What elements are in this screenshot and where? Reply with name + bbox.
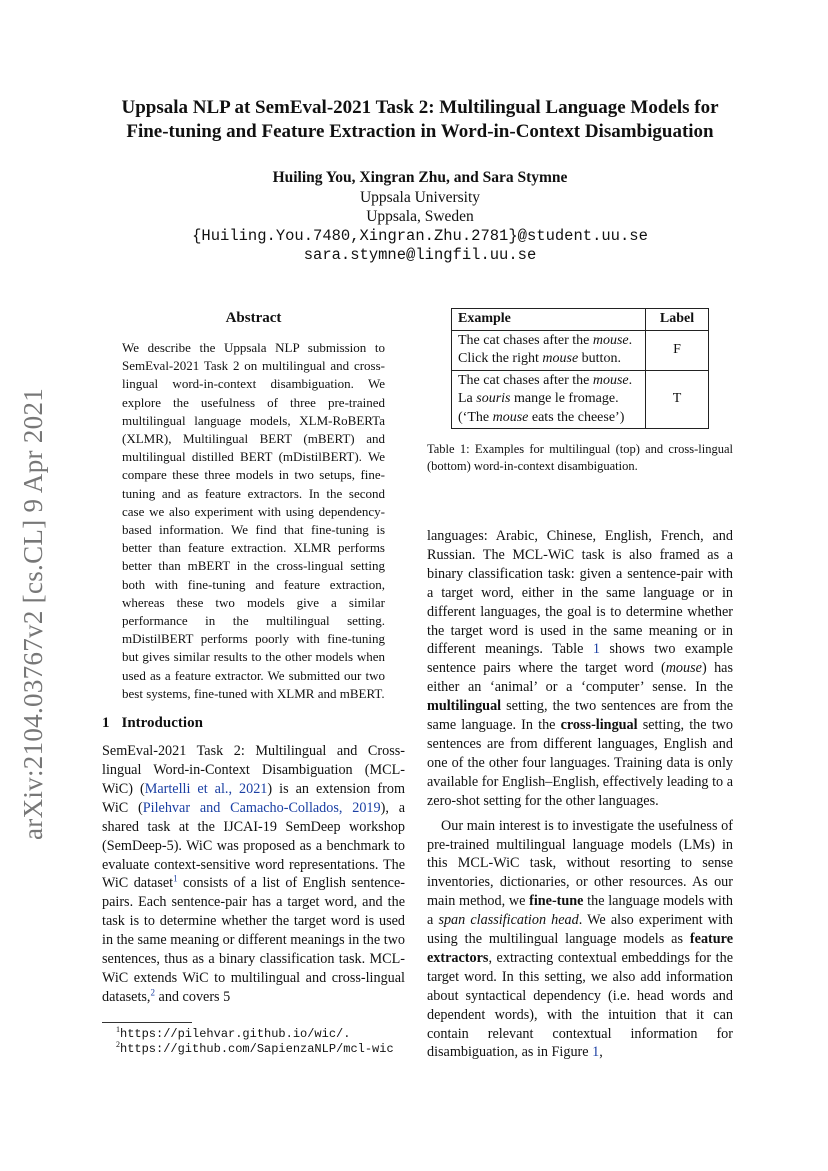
table-row (452, 370, 709, 429)
bold-term: cross-lingual (560, 717, 638, 734)
table-reference[interactable]: 1 (592, 641, 600, 658)
text: Our main interest is to investigate the usefulness of pre-trained multilingual language models (LMs) in this MCL-WiC task, without resorting to sense inventories, dictionaries, or other resources. As our main method, we (427, 817, 733, 910)
target-word: mouse (542, 351, 579, 366)
footnote-2 (88, 1042, 418, 1057)
sentence-text: button. (578, 351, 621, 366)
affiliation: Uppsala University (359, 188, 481, 206)
footnote-2-mark: 2 (116, 1040, 120, 1049)
location: Uppsala, Sweden (366, 208, 474, 225)
intro-text-e: and covers 5 (154, 988, 231, 1005)
author-block (100, 168, 740, 266)
footnote-divider (102, 1022, 192, 1023)
intro-text-c: ), a shared task at the IJCAI-19 SemDeep workshop (SemDeep-5). WiC was proposed as a benchmark to evaluate context-sensitive word representations. The WiC dataset (102, 799, 405, 892)
bold-term: multilingual (427, 698, 502, 715)
abstract-heading: Abstract (225, 310, 282, 326)
bold-term: fine-tune (529, 893, 584, 910)
sentence-text: eats the cheese’) (528, 409, 625, 425)
target-word: souris (476, 391, 511, 406)
right-paragraph-2 (427, 817, 733, 1063)
header-example: Example (452, 309, 646, 331)
email-students: {Huiling.You.7480,Xingran.Zhu.2781}@student.uu.se (192, 226, 648, 245)
title-line-1: Uppsala NLP at SemEval-2021 Task 2: Multilingual Language Models for (121, 97, 719, 118)
text: languages: Arabic, Chinese, English, French, and Russian. The MCL-WiC task is also framed as a binary classification task: given a sentence-pair with a target word, either in the same language or in different languages, the goal is to determine whether the target word is used in the same meaning or in different meanings. Table (427, 528, 733, 658)
intro-text-a: SemEval-2021 Task 2: Multilingual and Cross-lingual Word-in-Context Disambiguation (MCL-WiC) ( (102, 743, 405, 797)
arxiv-identifier: arXiv:2104.03767v2 [cs.CL] 9 Apr 2021 (18, 387, 48, 840)
author-names: Huiling You, Xingran Zhu, and Sara Stymne (272, 169, 568, 186)
table-row (452, 330, 709, 370)
footnote-1 (88, 1027, 418, 1042)
footnote-mark-2[interactable]: 2 (150, 987, 155, 998)
right-column (427, 300, 733, 1062)
text: ) has either an ‘animal’ or a ‘computer’ sense. In the (427, 660, 733, 696)
footnote-1-link[interactable]: https://pilehvar.github.io/wic/. (120, 1027, 351, 1041)
label-cell: F (646, 330, 709, 370)
target-word: mouse (665, 660, 702, 677)
sentence-text: (‘The (458, 409, 493, 425)
intro-text-b: ) is an extension from WiC ( (102, 780, 405, 816)
text: setting, the two sentences are from different languages, English and one of the other four languages. Training data is only available for English–English, effectively leading to a zero-shot setting for the other languages. (427, 717, 733, 809)
right-paragraph-1 (427, 527, 733, 811)
italic-term: span classification head (438, 912, 579, 929)
right-body (427, 527, 733, 1062)
title-line-2: Fine-tuning and Feature Extraction in Word-in-Context Disambiguation (126, 121, 714, 142)
bold-term: feature extractors (427, 931, 733, 966)
text: setting, the two sentences are from the same language. In the (427, 698, 733, 734)
left-column (102, 300, 405, 1007)
footnote-mark-1[interactable]: 1 (173, 873, 178, 884)
text: the language models with a (427, 893, 733, 929)
target-word: mouse (592, 372, 629, 388)
table-header-row (452, 309, 709, 331)
footnote-1-mark: 1 (116, 1025, 120, 1034)
section-title: Introduction (121, 715, 203, 732)
intro-paragraph (102, 742, 405, 1007)
figure-reference[interactable]: 1 (592, 1044, 600, 1061)
sentence-text: The cat chases after the (458, 332, 593, 348)
paper-title (90, 96, 750, 144)
target-word: mouse (592, 332, 629, 348)
email-supervisor: sara.stymne@lingfil.uu.se (303, 246, 537, 264)
text: . We also experiment with using the multilingual language models as (427, 912, 734, 948)
target-word: mouse (492, 409, 529, 425)
sentence-text: La (458, 391, 477, 406)
abstract-text: We describe the Uppsala NLP submission to SemEval-2021 Task 2 on multilingual and cross-lingual word-in-context disambiguation. We explore the usefulness of three pre-trained multilingual language models, XLM-RoBERTa (XLMR), Multilingual BERT (mBERT) and multilingual distilled BERT (mDistilBERT). We compare these three models in two setups, fine-tuning and as feature extractors. In the second case we also experiment with using dependency-based information. We find that fine-tuning is better than feature extraction. XLMR performs better than mBERT in the cross-lingual setting both with fine-tuning and feature extraction, whereas these two models give a similar performance in the multilingual setting. mDistilBERT performs poorly with fine-tuning but gives similar results to the other models when used as a feature extractor. We submitted our two best systems, fine-tuned with XLMR and mBERT. (122, 340, 385, 701)
example-table (451, 308, 709, 429)
text: , (599, 1044, 603, 1061)
header-label: Label (646, 309, 709, 331)
citation-pilehvar[interactable]: Pilehvar and Camacho-Collados, 2019 (142, 799, 381, 816)
section-number: 1 (102, 715, 110, 732)
sentence-text: mange le fromage. (510, 391, 619, 406)
label-cell: T (646, 370, 709, 429)
footnotes (88, 1012, 418, 1057)
intro-text-d: consists of a list of English sentence-pairs. Each sentence-pair has a target word, and the task is to determine whether the target word is used in the same meaning or different meanings in the two sentences, thus as a binary classification task. MCL-WiC extends WiC to multilingual and cross-lingual datasets, (102, 875, 405, 1005)
text: , extracting contextual embeddings for the target word. In this setting, we also add information about syntactical dependency (i.e. head words and dependent words), with the intuition that it can contain relevant contextual information for disambiguation, as in Figure (427, 949, 733, 1061)
section-heading-introduction (102, 715, 405, 732)
table-caption: Table 1: Examples for multilingual (top) and cross-lingual (bottom) word-in-context disambiguation. (427, 442, 733, 473)
sentence-text: Click the right (458, 351, 543, 366)
sentence-text: . (628, 332, 633, 348)
citation-martelli[interactable]: Martelli et al., 2021 (144, 780, 268, 797)
example-cell-multilingual (452, 330, 646, 370)
example-cell-cross-lingual (452, 370, 646, 429)
footnote-2-link[interactable]: https://github.com/SapienzaNLP/mcl-wic (120, 1042, 394, 1056)
sentence-text: The cat chases after the (458, 372, 593, 388)
text: shows two example sentence pairs where the target word ( (427, 641, 733, 677)
sentence-text: . (628, 372, 633, 388)
